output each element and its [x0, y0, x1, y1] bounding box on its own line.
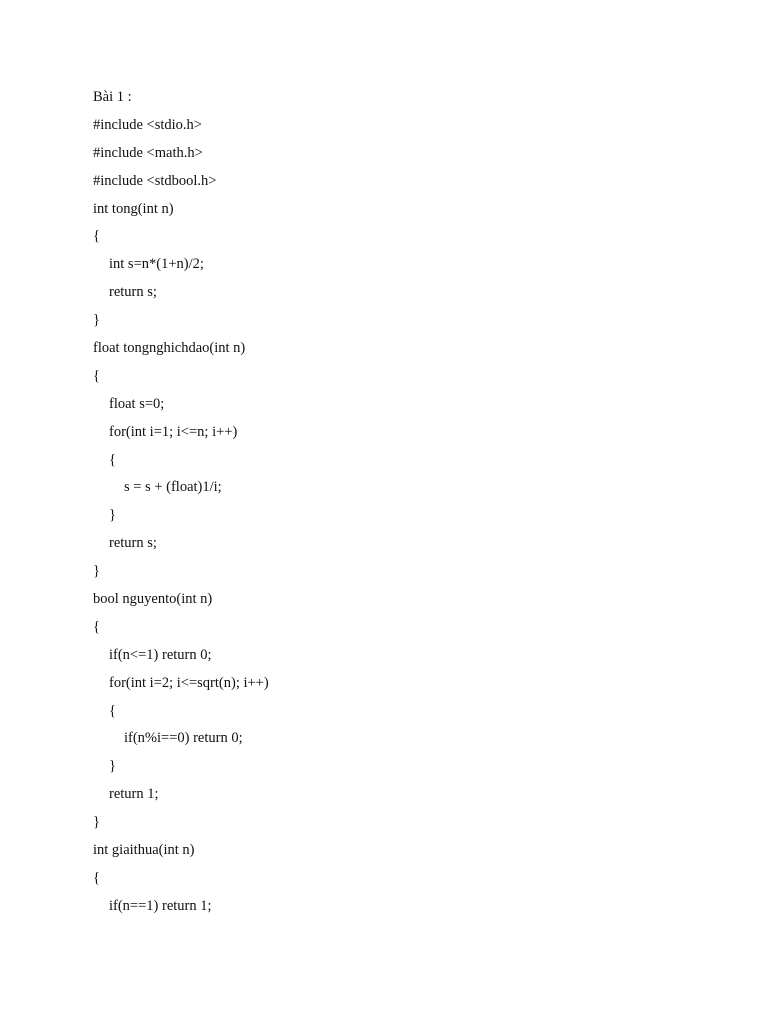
code-line: {: [109, 451, 116, 468]
code-line: }: [93, 312, 100, 329]
code-line: {: [109, 702, 116, 719]
code-line: s = s + (float)1/i;: [124, 479, 222, 496]
code-line: Bài 1 :: [93, 89, 132, 105]
code-line: for(int i=2; i<=sqrt(n); i++): [109, 674, 269, 691]
code-line: int tong(int n): [93, 200, 174, 217]
code-line: float s=0;: [109, 395, 165, 412]
code-line: if(n==1) return 1;: [109, 897, 212, 914]
code-line: return s;: [109, 284, 157, 301]
code-line: {: [93, 367, 100, 384]
code-line: #include <stdio.h>: [93, 116, 202, 133]
code-line: }: [109, 758, 116, 775]
code-line: if(n<=1) return 0;: [109, 646, 212, 663]
code-listing: [93, 84, 269, 921]
code-line: if(n%i==0) return 0;: [124, 730, 243, 747]
code-line: int giaithua(int n): [93, 842, 195, 859]
code-line: return 1;: [109, 786, 159, 803]
code-line: #include <math.h>: [93, 144, 203, 161]
code-line: }: [93, 814, 100, 831]
code-line: {: [93, 618, 100, 635]
code-line: #include <stdbool.h>: [93, 172, 217, 189]
code-line: {: [93, 228, 100, 245]
code-line: int s=n*(1+n)/2;: [109, 256, 204, 273]
code-line: {: [93, 869, 100, 886]
code-line: }: [109, 507, 116, 524]
code-line: for(int i=1; i<=n; i++): [109, 423, 238, 440]
code-line: bool nguyento(int n): [93, 591, 213, 608]
code-line: float tongnghichdao(int n): [93, 340, 246, 357]
code-line: }: [93, 563, 100, 580]
code-line: return s;: [109, 535, 157, 552]
